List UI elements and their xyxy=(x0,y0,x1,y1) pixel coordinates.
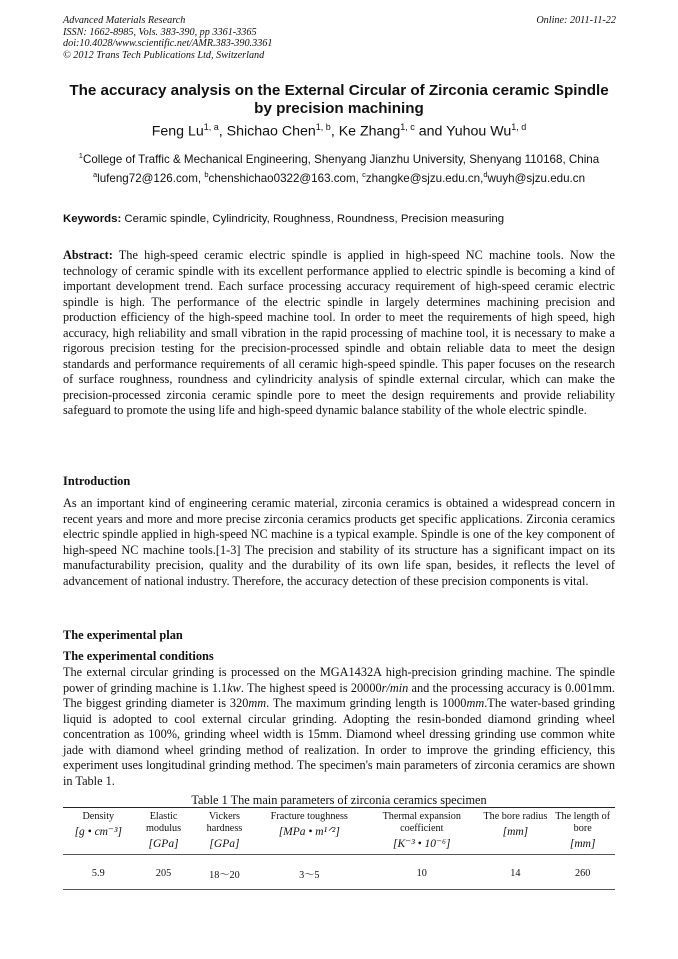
copyright-line: © 2012 Trans Tech Publications Ltd, Switzerland xyxy=(63,49,265,61)
paper-title: The accuracy analysis on the External Circular of Zirconia ceramic Spindle by precision machining xyxy=(69,82,609,117)
table-cell: 18～20 xyxy=(194,855,256,890)
table-header-cell: Fracture toughness [MPa • m¹ᐟ²] xyxy=(255,808,363,855)
unit-rpm: r/min xyxy=(381,680,409,695)
table-cell: 205 xyxy=(134,855,194,890)
author-sup: 1, b xyxy=(315,122,331,132)
table-header-row xyxy=(63,808,615,855)
table-header-cell: The length of bore [mm] xyxy=(550,808,615,855)
table-header-cell: Density [g • cm⁻³] xyxy=(63,808,134,855)
table-cell: 260 xyxy=(550,855,615,890)
introduction-heading: Introduction xyxy=(63,474,131,488)
email-link[interactable]: lufeng72@126.com xyxy=(97,171,198,185)
abstract-label: Abstract: xyxy=(63,248,113,262)
unit-mm: mm xyxy=(466,696,485,710)
author-sup: 1, d xyxy=(511,122,527,132)
keywords xyxy=(63,213,615,225)
journal-meta xyxy=(63,15,272,61)
email-link[interactable]: wuyh@sjzu.edu.cn xyxy=(487,171,586,185)
affiliation-sup: 1 xyxy=(78,151,83,160)
unit-mm: mm xyxy=(248,696,267,710)
abstract xyxy=(63,248,615,419)
table-row xyxy=(63,855,615,890)
text-run: and the processing accuracy is 0.001mm. The biggest grinding diameter is 320 xyxy=(63,680,615,710)
author-name: Shichao Chen xyxy=(226,123,316,140)
affiliation-block xyxy=(63,148,615,186)
affiliation-line xyxy=(63,148,615,167)
email-sup: a xyxy=(92,170,98,180)
email-sup: c xyxy=(362,170,366,180)
author-name: Feng Lu xyxy=(151,123,204,140)
author-name: Yuhou Wu xyxy=(446,123,512,140)
author-sup: 1, a xyxy=(203,122,219,132)
author-sup: 1, c xyxy=(400,122,415,132)
text-run: . The highest speed is 20000 xyxy=(240,680,382,695)
table-header-cell: The bore radius [mm] xyxy=(480,808,550,855)
table-header-cell: Thermal expansion coefficient [K⁻³ • 10⁻⁶] xyxy=(363,808,480,855)
experimental-text xyxy=(63,665,615,789)
doi-line[interactable]: doi:10.4028/www.scientific.net/AMR.383-390.3361 xyxy=(63,38,273,50)
email-link[interactable]: zhangke@sjzu.edu.cn xyxy=(365,171,481,185)
keywords-label: Keywords: xyxy=(63,213,122,225)
subsection-heading: The experimental conditions xyxy=(63,649,214,663)
table-header-cell: Vickers hardness [GPa] xyxy=(194,808,256,855)
table-header-cell: Elastic modulus [GPa] xyxy=(134,808,194,855)
email-sup: b xyxy=(204,170,209,180)
section-heading: The experimental plan xyxy=(63,628,183,642)
email-line: $^a$lufeng72@126.com, $^b$chenshichao0322@163.com, $^c$zhangke@sjzu.edu.cn,$^d$wuyh@sjzu.edu.cn xyxy=(92,170,586,185)
text-run: . The maximum grinding length is 1000 xyxy=(266,696,467,710)
text-run: The external circular grinding is processed on the MGA1432A high-precision grinding machine. The spindle power of grinding machine is 1.1 xyxy=(63,665,615,695)
unit-kw: kw xyxy=(227,680,241,695)
parameters-table xyxy=(63,807,615,890)
introduction-text: As an important kind of engineering ceramic material, zirconia ceramics is obtained a widespread concern in recent years and more and more precise zirconia ceramics products get specific applications. Zirconia ceramics electric spindle applied in high-speed NC machine is a typical example. Spindle is one of the key component of high-speed NC machine tools.[1-3] The precision and stability of its structure has a significant impact on its manufacturability precision, quality and the durability of its own life span, besides, it reflects the level of advancement of national industry. Therefore, the accuracy detection of these precision components is vital. xyxy=(63,496,615,588)
author-conjunction: and xyxy=(418,123,443,140)
online-date: Online: 2011-11-22 xyxy=(536,15,616,26)
email-sup: d xyxy=(483,170,488,180)
email-link[interactable]: chenshichao0322@163.com xyxy=(208,171,356,185)
issn-line: ISSN: 1662-8985, Vols. 383-390, pp 3361-3365 xyxy=(63,26,257,38)
text-run: .The water-based grinding liquid is adopted to cool external circular grinding. Adopting the resin-bonded diamond grinding wheel concentration as 100%, grinding wheel width is 15mm. Diamond wheel dressing grinding use common white jade with diamond wheel grinding method of realization. In order to improve the grinding efficiency, this experiment uses longitudinal grinding method. The specimen's main parameters of zirconia ceramics are shown in Table 1. xyxy=(63,696,616,788)
author-list: Feng Lu$^{1, a}$, Shichao Chen$^{1, b}$, Ke Zhang$^{1, c}$ and Yuhou Wu$^{1, d}$ xyxy=(151,122,527,140)
table-cell: 5.9 xyxy=(63,855,134,890)
abstract-text: The high-speed ceramic electric spindle is applied in high-speed NC machine tools. Now the technology of ceramic spindle with its excellent performance applied to electric spindle is becoming a kind of important development trend. Each surface processing accuracy requirement of high-speed ceramic electric spindle is high. The performance of the electric spindle in largely determines machining precision and production efficiency of the high-speed machine tool. In order to meet the requirements of high speed, high accuracy, high reliability and small vibration in the rapid processing of machine tool, it is necessary to make a rigorous precision testing for the precision-processed spindle and obtain reliable data to meet the design standards and performance requirements of all ceramic high-speed spindle. This paper focuses on the research of surface roughness, roundness and cylindricity analysis of spindle external circular, which can make the precision-processed zirconia ceramic spindle pore to meet the design requirements and provide reliability safeguard to promote the using life and high-speed dynamic balance stability of the whole electric spindle. xyxy=(63,248,615,417)
affiliation-text: College of Traffic & Mechanical Engineering, Shenyang Jianzhu University, Shenyang 110168, China xyxy=(82,152,600,166)
keywords-text: Ceramic spindle, Cylindricity, Roughness, Roundness, Precision measuring xyxy=(124,213,505,225)
journal-name: Advanced Materials Research xyxy=(63,15,186,26)
table-cell: 10 xyxy=(363,855,480,890)
table-cell: 3～5 xyxy=(255,855,363,890)
table-cell: 14 xyxy=(480,855,550,890)
author-name: Ke Zhang xyxy=(338,123,401,140)
table-caption: Table 1 The main parameters of zirconia ceramics specimen xyxy=(191,793,487,807)
